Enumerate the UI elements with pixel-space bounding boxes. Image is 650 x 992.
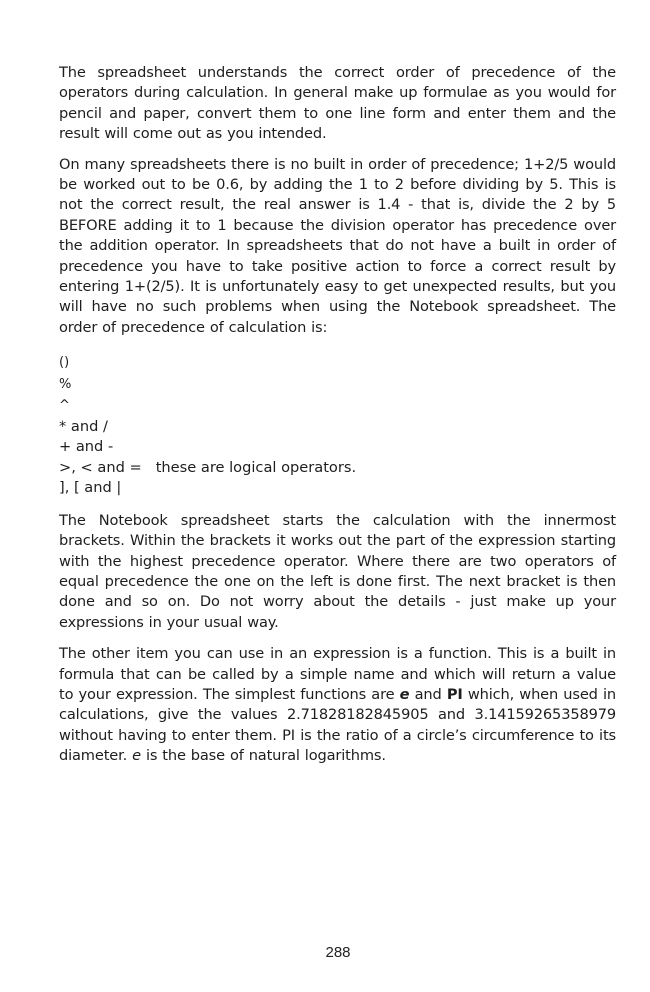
precedence-item-percent	[59, 374, 616, 396]
operator-symbols: ], [ and |	[59, 479, 122, 497]
paragraph-functions	[59, 644, 616, 766]
operator-symbols: >, < and =	[59, 458, 142, 476]
functions-text-part4: is the base of natural logarithms.	[140, 747, 386, 765]
precedence-item-add-subtract	[59, 437, 616, 458]
operator-symbols: * and /	[59, 417, 108, 435]
operator-symbols: ^	[59, 398, 70, 414]
precedence-item-power	[59, 395, 616, 417]
e-italic-term: e	[132, 747, 141, 765]
page-number: 288	[325, 944, 351, 961]
paragraph-operator-precedence-intro: The spreadsheet understands the correct order of precedence of the operators during calculation. In general make up formulae as you would for pencil and paper, convert them to one line form and enter them and the result will come out as you intended.	[59, 64, 616, 143]
precedence-item-multiply-divide	[59, 417, 616, 438]
operator-note: these are logical operators.	[155, 458, 357, 476]
functions-text-part1: The other item you can use in an expression is a function. This is a built in formula that can be called by a simple name and which will return a value to your expression. The simplest functions are	[59, 645, 616, 704]
precedence-item-comparison	[59, 458, 616, 479]
function-e-term: e	[399, 686, 410, 704]
precedence-item-brackets	[59, 352, 616, 374]
functions-text-part3: which, when used in calculations, give the values 2.71828182845905 and 3.14159265358979 without having to enter them. PI is the ratio of a circle’s circumference to its diameter.	[59, 686, 616, 765]
functions-text-part2: and	[409, 686, 447, 704]
precedence-item-logical	[59, 478, 616, 499]
paragraph-precedence-example: On many spreadsheets there is no built in order of precedence; 1+2/5 would be worked out to be 0.6, by adding the 1 to 2 before dividing by 5. This is not the correct result, the real answer is 1.4 - that is, divide the 2 by 5 BEFORE adding it to 1 because the division operator has precedence over the addition operator. In spreadsheets that do not have a built in order of precedence you have to take positive action to force a correct result by entering 1+(2/5). It is unfortunately easy to get unexpected results, but you will have no such problems when using the Notebook spreadsheet. The order of precedence of calculation is:	[59, 155, 616, 336]
precedence-list	[59, 352, 616, 499]
operator-symbols: + and -	[59, 438, 114, 456]
paragraph-bracket-evaluation: The Notebook spreadsheet starts the calculation with the innermost brackets. Within the brackets it works out the part of the expression starting with the highest precedence operator. Where there are two operators of equal precedence the one on the left is done first. The next bracket is then done and so on. Do not worry about the details - just make up your expressions in your usual way.	[59, 511, 616, 631]
function-pi-term: PI	[446, 686, 463, 704]
book-page	[59, 63, 616, 778]
operator-symbols: %	[59, 376, 72, 392]
operator-symbols: ()	[59, 355, 70, 371]
